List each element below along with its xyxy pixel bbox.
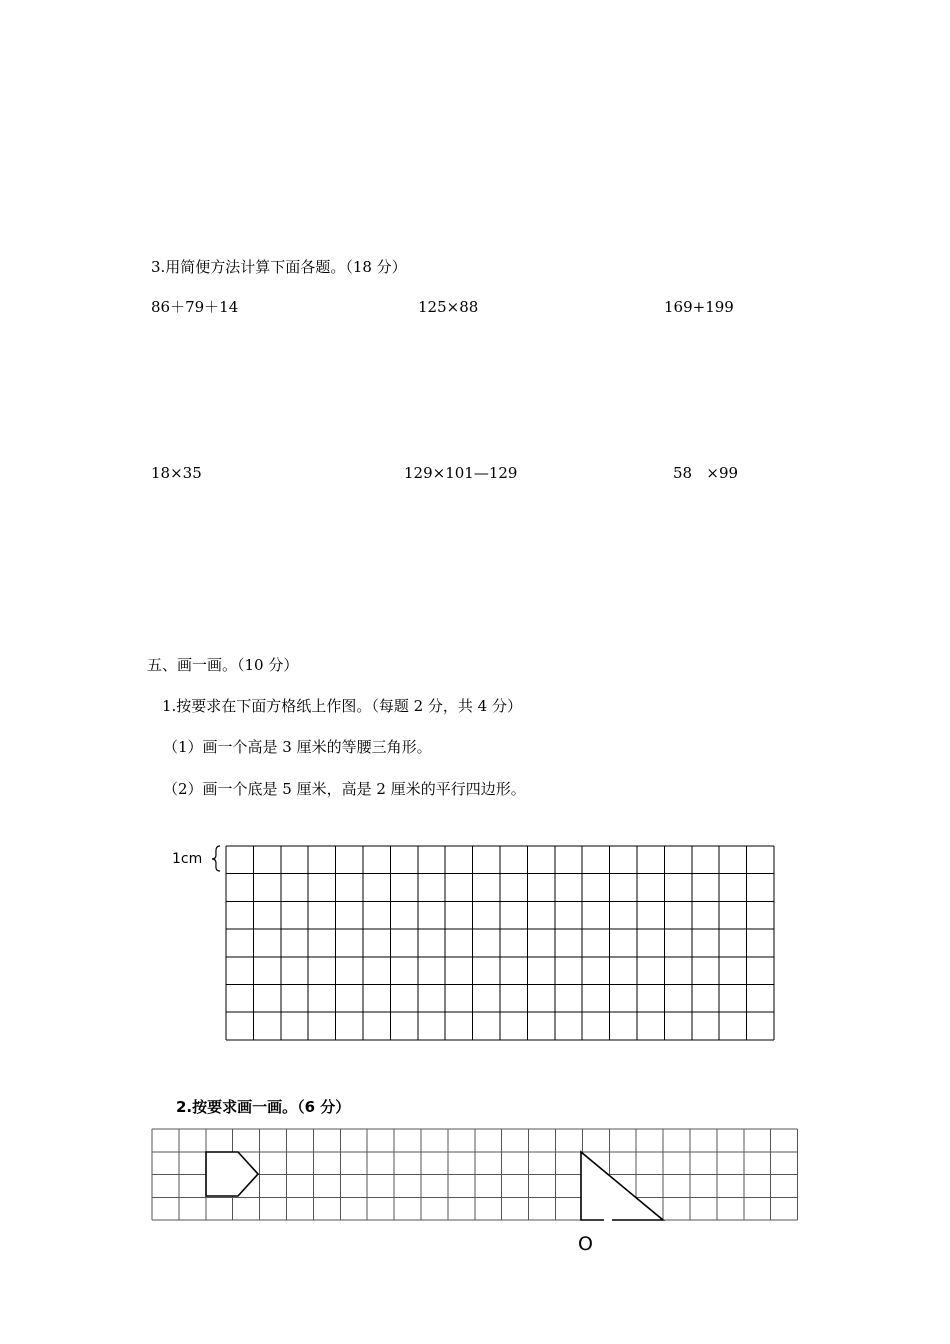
scale-label: 1cm xyxy=(172,851,203,867)
expression-6: 58 ×99 xyxy=(673,464,739,482)
question1-title: 1.按要求在下面方格纸上作图。（每题 2 分，共 4 分） xyxy=(162,697,522,715)
expression-2: 125×88 xyxy=(418,298,479,316)
section5-title: 五、画一画。（10 分） xyxy=(147,656,299,674)
expression-3: 169+199 xyxy=(664,298,734,316)
pentagon-shape xyxy=(206,1152,258,1196)
point-o-label: O xyxy=(578,1233,593,1255)
section3-title: 3.用简便方法计算下面各题。（18 分） xyxy=(151,258,407,276)
question1-item1: （1）画一个高是 3 厘米的等腰三角形。 xyxy=(163,738,432,756)
question1-item2: （2）画一个底是 5 厘米，高是 2 厘米的平行四边形。 xyxy=(163,780,526,798)
expression-1: 86＋79＋14 xyxy=(151,298,239,316)
right-triangle-shape xyxy=(581,1152,663,1220)
expression-4: 18×35 xyxy=(151,464,202,482)
expression-5: 129×101—129 xyxy=(404,464,518,482)
gap-mark xyxy=(604,1216,612,1222)
question2-title: 2.按要求画一画。（6 分） xyxy=(176,1098,351,1116)
